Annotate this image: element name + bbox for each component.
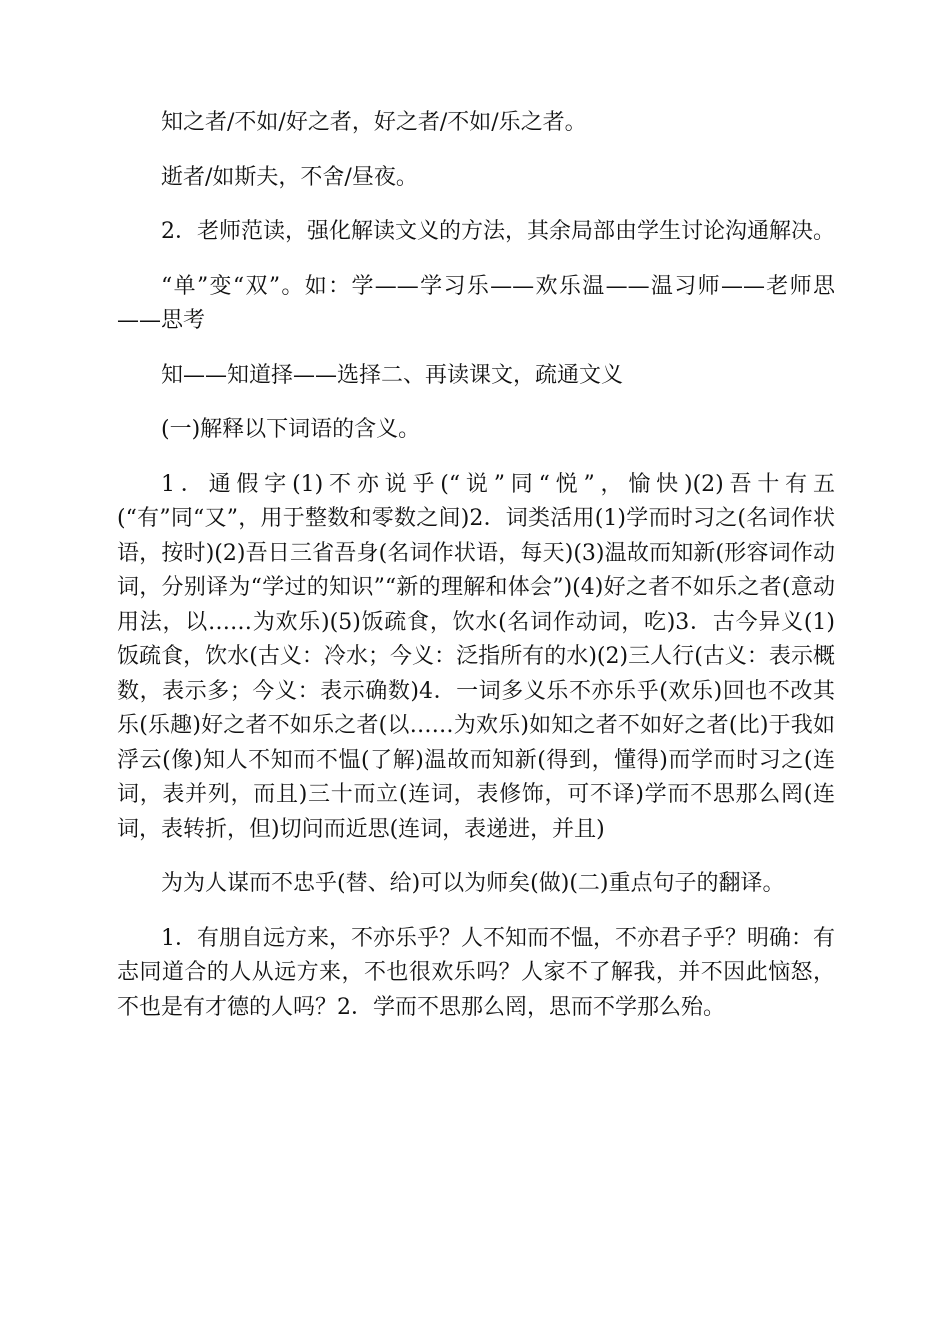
paragraph-2: 逝者/如斯夫，不舍/昼夜。: [161, 164, 418, 190]
paragraph-5: 知——知道择——选择二、再读课文，疏通文义: [161, 362, 624, 388]
paragraph-1: 知之者/不如/好之者，好之者/不如/乐之者。: [161, 110, 587, 135]
paragraph-6: (一)解释以下词语的含义。: [161, 417, 421, 442]
paragraph-8: 为为人谋而不忠乎(替、给)可以为师矣(做)(二)重点句子的翻译。: [161, 871, 785, 896]
paragraph-7: 1．通假字(1)不亦说乎(“说”同“悦”，愉快)(2)吾十有五(“有”同“又”，用于整数和零数之间)2．词类活用(1)学而时习之(名词作状语，按时)(2)吾日三省吾身(名词作状语，每天)(3)温故而知新(形容词作动词，分别译为“学过的知识”“新的理解和体会”)(4)好之者不如乐之者(意动用法，以……为欢乐)(5)饭疏食，饮水(名词作动词，吃)3．古今异义(1)饭疏食，饮水(古义：冷水；今义：泛指所有的水)(2)三人行(古义：表示概数，表示多；今义：表示确数)4．一词多义乐不亦乐乎(欢乐)回也不改其乐(乐趣)好之者不如乐之者(以……为欢乐)如知之者不如好之者(比)于我如浮云(像)知人不知而不愠(了解)温故而知新(得到，懂得)而学而时习之(连词，表并列，而且)三十而立(连词，表修饰，可不译)学而不思那么罔(连词，表转折，但)切问而近思(连词，表递进，并且): [117, 471, 835, 842]
paragraph-4: “单”变“双”。如：学——学习乐——欢乐温——温习师——老师思——思考: [117, 273, 835, 333]
document-body: [117, 106, 835, 1045]
paragraph-9: 1．有朋自远方来，不亦乐乎？人不知而不愠，不亦君子乎？明确：有志同道合的人从远方来，不也很欢乐吗？人家不了解我，并不因此恼怒，不也是有才德的人吗？2．学而不思那么罔，思而不学那么殆。: [117, 925, 835, 1020]
paragraph-3: 2．老师范读，强化解读文义的方法，其余局部由学生讨论沟通解决。: [161, 219, 835, 244]
